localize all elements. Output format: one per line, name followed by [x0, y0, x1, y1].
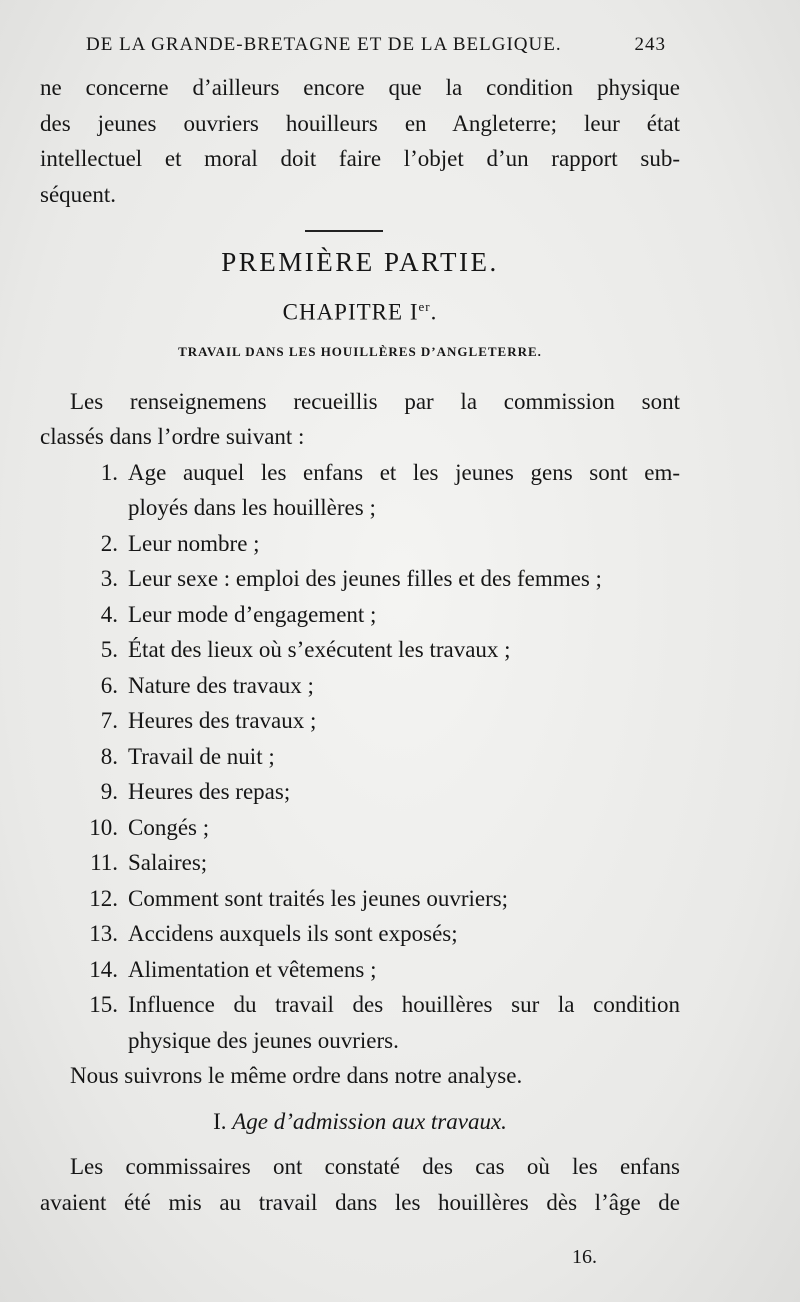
item-number: 4.	[100, 601, 118, 627]
lead-paragraph	[40, 384, 680, 455]
text-line: intellectuel et moral doit faire l’objet d’un rapport sub-	[40, 146, 680, 171]
chapter-suffix: er	[418, 299, 431, 314]
item-text: Accidens auxquels ils sont exposés;	[128, 921, 458, 947]
signature-mark: 16.	[572, 1246, 597, 1268]
list-item	[40, 561, 680, 597]
item-number: 6.	[100, 672, 118, 698]
item-text: État des lieux où s’exécutent les travaux ;	[128, 637, 511, 663]
item-number: 5.	[100, 637, 118, 663]
item-number: 14.	[89, 956, 118, 982]
list-item	[40, 703, 680, 739]
item-text: Heures des repas;	[128, 779, 291, 805]
item-number: 9.	[100, 779, 118, 805]
item-number: 13.	[89, 921, 118, 947]
text-line: séquent.	[40, 181, 117, 207]
item-text: Travail de nuit ;	[128, 743, 275, 769]
item-text: ployés dans les houillères ;	[128, 495, 376, 521]
item-text: Age auquel les enfans et les jeunes gens sont em-	[128, 459, 680, 485]
item-text: Heures des travaux ;	[128, 708, 317, 734]
item-text: Alimentation et vêtemens ;	[128, 956, 377, 982]
item-text: Leur sexe : emploi des jeunes filles et des femmes ;	[128, 566, 602, 592]
item-text: Leur mode d’engagement ;	[128, 601, 377, 627]
section-heading	[40, 1104, 680, 1140]
item-number: 10.	[89, 814, 118, 840]
list-item	[40, 526, 680, 562]
separator-rule	[305, 230, 383, 232]
list-item	[40, 774, 680, 810]
list-item	[40, 916, 680, 952]
topics-list	[40, 455, 680, 1059]
item-text: Influence du travail des houillères sur la condition	[128, 992, 680, 1018]
part-title: PREMIÈRE PARTIE.	[221, 247, 499, 277]
text-line: Les commissaires ont constaté des cas où les enfans	[70, 1154, 680, 1180]
chapter-end: .	[430, 299, 438, 325]
text-line: ne concerne d’ailleurs encore que la condition physique	[40, 75, 680, 100]
text-line: Les renseignemens recueillis par la commission sont	[70, 388, 680, 414]
chapter-subtitle: TRAVAIL DANS LES HOUILLÈRES D’ANGLETERRE.	[178, 343, 542, 359]
item-number: 8.	[100, 743, 118, 769]
item-number: 11.	[90, 850, 118, 876]
list-item	[40, 952, 680, 988]
item-text: Comment sont traités les jeunes ouvriers;	[128, 885, 509, 911]
closing-paragraph	[40, 1149, 680, 1220]
text-line: des jeunes ouvriers houilleurs en Angleterre; leur état	[40, 110, 680, 136]
list-item	[40, 632, 680, 668]
chapter-label: CHAPITRE I	[282, 299, 419, 325]
list-item	[40, 987, 680, 1058]
list-item	[40, 668, 680, 704]
page-number: 243	[634, 34, 666, 55]
running-title: DE LA GRANDE-BRETAGNE ET DE LA BELGIQUE.	[86, 34, 562, 55]
follow-paragraph: Nous suivrons le même ordre dans notre analyse.	[70, 1063, 523, 1089]
intro-paragraph	[40, 70, 680, 212]
item-number: 2.	[100, 530, 118, 556]
list-item	[40, 455, 680, 526]
item-number: 3.	[100, 566, 118, 592]
item-text: Leur nombre ;	[128, 530, 260, 556]
page-body	[40, 70, 680, 1220]
list-item	[40, 881, 680, 917]
text-line: avaient été mis au travail dans les houillères dès l’âge de	[40, 1189, 680, 1215]
section-title: Age d’admission aux travaux.	[232, 1108, 507, 1134]
item-text: Congés ;	[128, 814, 210, 840]
item-text: physique des jeunes ouvriers.	[128, 1027, 399, 1053]
item-text: Nature des travaux ;	[128, 672, 314, 698]
chapter-title	[40, 290, 680, 330]
item-text: Salaires;	[128, 850, 208, 876]
text-line: classés dans l’ordre suivant :	[40, 424, 305, 450]
list-item	[40, 810, 680, 846]
item-number: 7.	[100, 708, 118, 734]
list-item	[40, 845, 680, 881]
item-number: 1.	[100, 459, 118, 485]
item-number: 15.	[89, 992, 118, 1018]
item-number: 12.	[89, 885, 118, 911]
list-item	[40, 739, 680, 775]
section-number: I.	[213, 1108, 227, 1134]
list-item	[40, 597, 680, 633]
